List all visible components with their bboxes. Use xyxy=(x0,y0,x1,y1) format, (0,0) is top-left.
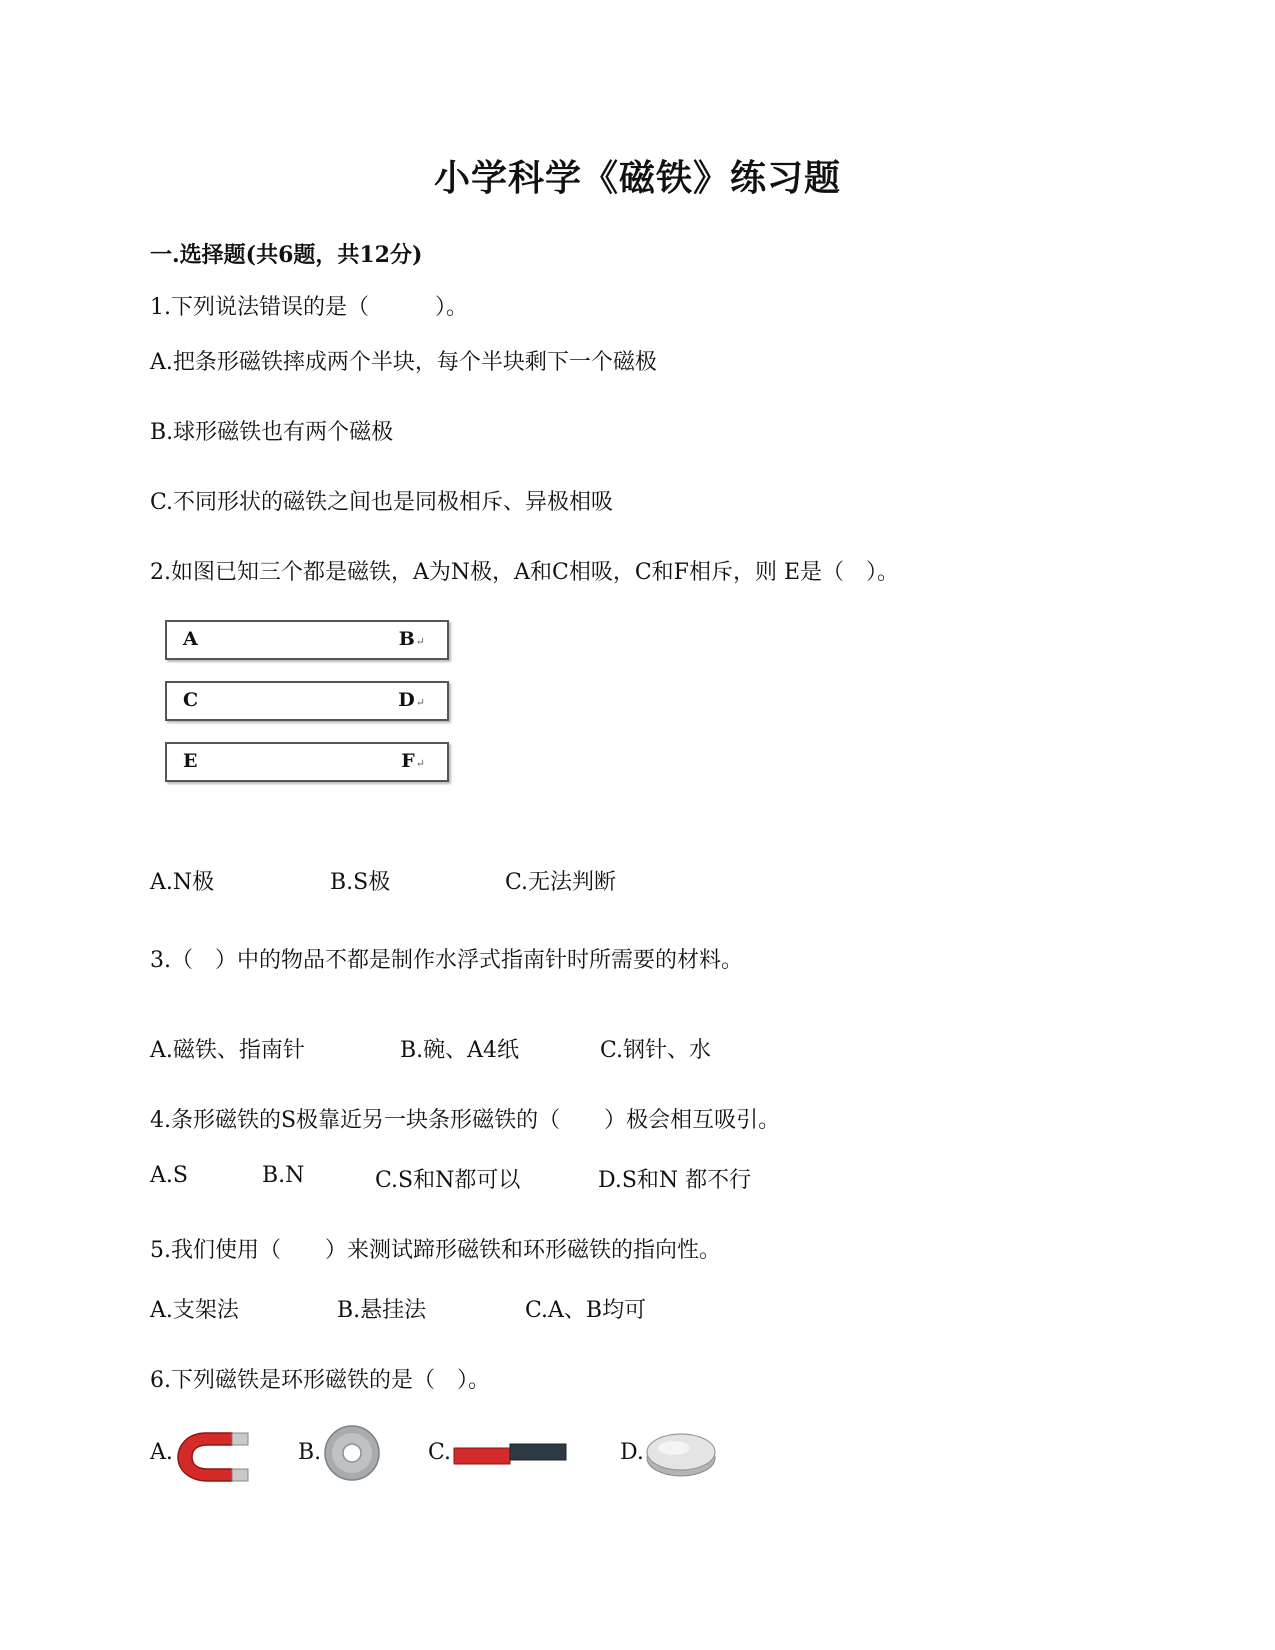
question-3-option-b: B.碗、A4纸 xyxy=(400,1038,520,1063)
question-4-option-d: D.S和N 都不行 xyxy=(598,1168,752,1193)
ring-magnet-icon xyxy=(322,1423,382,1483)
question-2-option-b: B.S极 xyxy=(330,870,391,895)
question-5-option-a: A.支架法 xyxy=(150,1298,239,1323)
question-2-option-c: C.无法判断 xyxy=(505,870,617,895)
question-5-option-c: C.A、B均可 xyxy=(525,1298,647,1323)
magnet-bar-ab xyxy=(165,620,449,660)
horseshoe-magnet-icon xyxy=(172,1425,256,1485)
magnet-bar-cd xyxy=(165,681,449,721)
question-2-stem: 2.如图已知三个都是磁铁，A为N极，A和C相吸，C和F相斥，则 E是（ ）。 xyxy=(150,560,900,585)
question-4-option-c: C.S和N都可以 xyxy=(375,1168,521,1193)
question-4-option-b: B.N xyxy=(262,1163,305,1188)
page-title: 小学科学《磁铁》练习题 xyxy=(433,157,841,199)
question-1-option-c: C.不同形状的磁铁之间也是同极相斥、异极相吸 xyxy=(150,490,614,515)
question-2-option-a: A.N极 xyxy=(150,870,215,895)
question-1-option-b: B.球形磁铁也有两个磁极 xyxy=(150,420,394,445)
section-heading: 一.选择题(共6题，共12分) xyxy=(150,242,423,268)
magnet-pole-c: C xyxy=(183,689,199,711)
question-1-option-a: A.把条形磁铁摔成两个半块，每个半块剩下一个磁极 xyxy=(150,350,657,375)
magnet-pole-a: A xyxy=(183,628,198,650)
magnet-pole-b: B ↵ xyxy=(399,628,425,650)
question-5-stem: 5.我们使用（ ）来测试蹄形磁铁和环形磁铁的指向性。 xyxy=(150,1238,721,1263)
disc-magnet-icon xyxy=(644,1428,718,1480)
magnet-pole-d: D ↵ xyxy=(398,689,425,711)
question-6-option-c: C. xyxy=(428,1440,452,1465)
question-6-stem: 6.下列磁铁是环形磁铁的是（ ）。 xyxy=(150,1368,490,1393)
magnet-pole-f: F ↵ xyxy=(401,750,425,772)
question-6-option-d: D. xyxy=(620,1440,644,1465)
question-6-option-b: B. xyxy=(298,1440,322,1465)
question-3-option-a: A.磁铁、指南针 xyxy=(150,1038,305,1063)
question-6-option-a: A. xyxy=(150,1440,173,1465)
magnet-bar-ef xyxy=(165,742,449,782)
question-5-option-b: B.悬挂法 xyxy=(337,1298,427,1323)
magnet-pole-e: E xyxy=(183,750,198,772)
question-4-stem: 4.条形磁铁的S极靠近另一块条形磁铁的（ ）极会相互吸引。 xyxy=(150,1108,781,1133)
question-3-stem: 3.（ ）中的物品不都是制作水浮式指南针时所需要的材料。 xyxy=(150,948,743,973)
bar-magnet-icon xyxy=(452,1440,568,1468)
question-4-option-a: A.S xyxy=(150,1163,188,1188)
question-3-option-c: C.钢针、水 xyxy=(600,1038,712,1063)
question-1-stem: 1.下列说法错误的是（ ）。 xyxy=(150,295,468,320)
